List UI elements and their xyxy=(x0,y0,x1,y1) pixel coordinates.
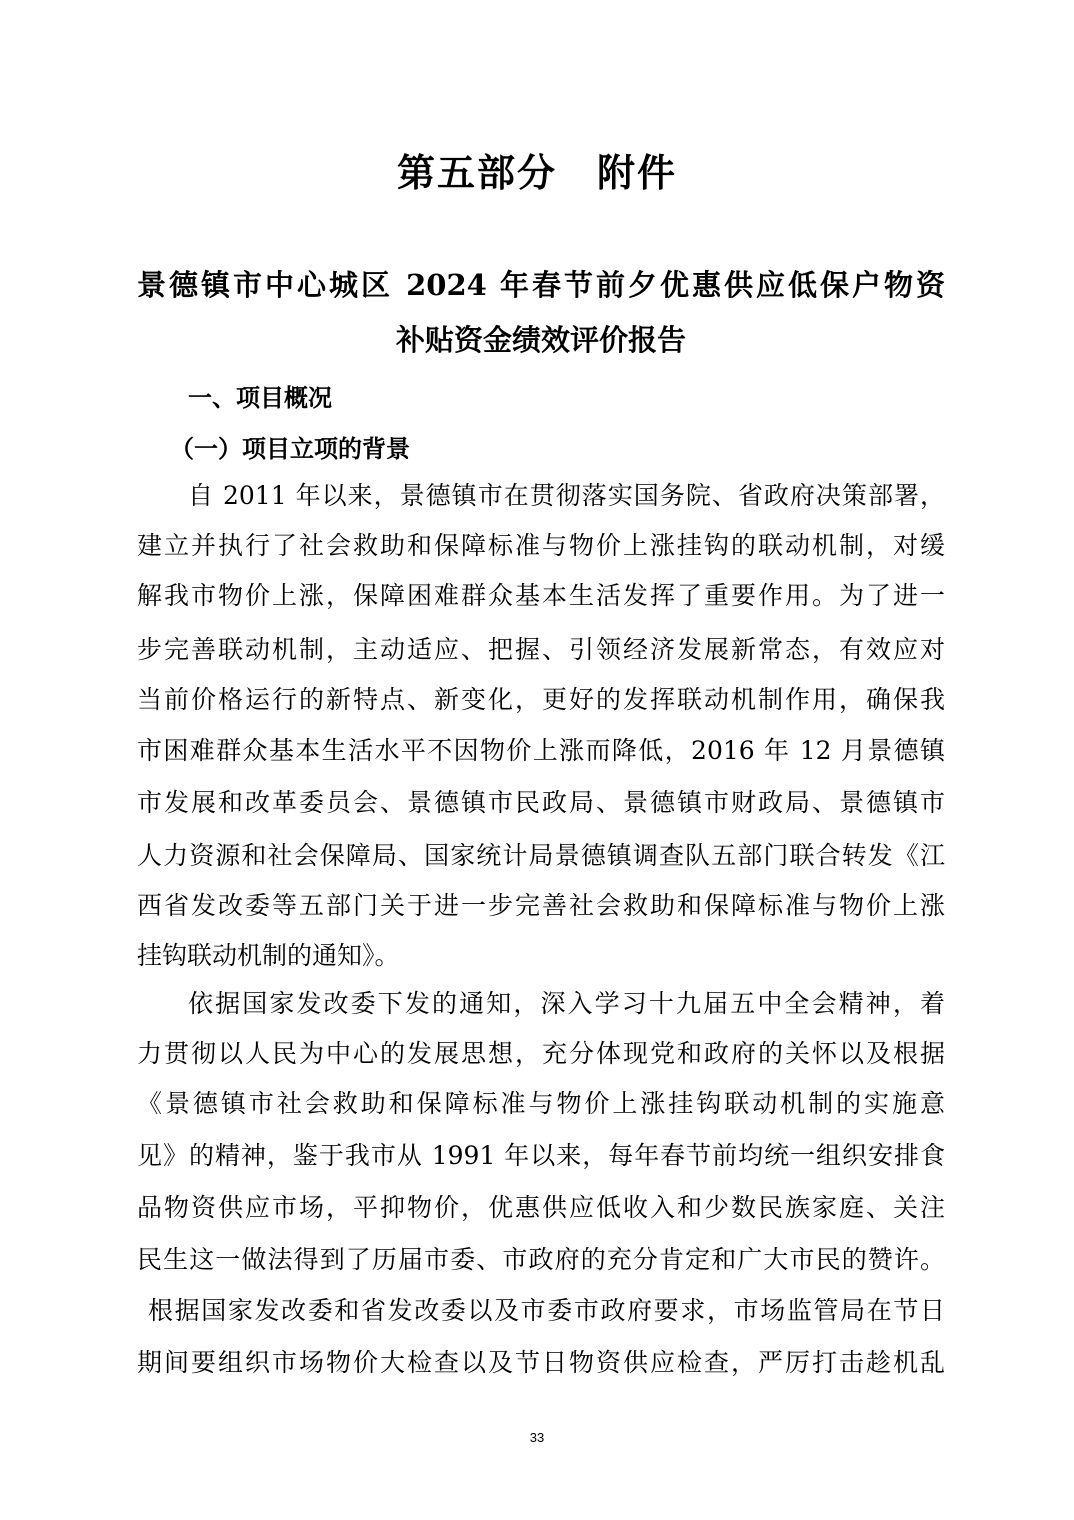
text-line: 市困难群众基本生活水平不因物价上涨而降低，2016 年 12 月景德镇 xyxy=(137,736,945,765)
text-line: 根据国家发改委和省发改委以及市委市政府要求，市场监管局在节日 xyxy=(148,1296,945,1325)
text-line: 依据国家发改委下发的通知，深入学习十九届五中全会精神，着 xyxy=(188,989,945,1018)
section-title: 第五部分 附件 xyxy=(396,150,677,195)
text-line: 期间要组织市场物价大检查以及节日物资供应检查，严厉打击趁机乱 xyxy=(137,1348,945,1377)
heading-project-overview: 一、项目概况 xyxy=(188,383,332,412)
text-line: 解我市物价上涨，保障困难群众基本生活发挥了重要作用。为了进一 xyxy=(137,581,945,610)
text-line: 力贯彻以人民为中心的发展思想，充分体现党和政府的关怀以及根据 xyxy=(137,1039,945,1068)
report-title-line-1: 景德镇市中心城区 2024 年春节前夕优惠供应低保户物资 xyxy=(137,268,945,302)
text-line: 建立并执行了社会救助和保障标准与物价上涨挂钩的联动机制，对缓 xyxy=(137,531,945,560)
report-title-line-2: 补贴资金绩效评价报告 xyxy=(395,323,686,357)
text-line: 步完善联动机制，主动适应、把握、引领经济发展新常态，有效应对 xyxy=(137,635,945,664)
text-line: 《景德镇市社会救助和保障标准与物价上涨挂钩联动机制的实施意 xyxy=(137,1089,945,1118)
text-line: 市发展和改革委员会、景德镇市民政局、景德镇市财政局、景德镇市 xyxy=(137,788,945,817)
text-line: 挂钩联动机制的通知》。 xyxy=(137,941,400,970)
heading-project-background: （一）项目立项的背景 xyxy=(170,434,410,463)
text-line: 当前价格运行的新特点、新变化，更好的发挥联动机制作用，确保我 xyxy=(137,685,945,714)
text-line: 西省发改委等五部门关于进一步完善社会救助和保障标准与物价上涨 xyxy=(137,891,945,920)
page-number: 33 xyxy=(529,1430,545,1445)
text-line: 自 2011 年以来，景德镇市在贯彻落实国务院、省政府决策部署， xyxy=(188,481,945,510)
text-line: 人力资源和社会保障局、国家统计局景德镇调查队五部门联合转发《江 xyxy=(137,841,945,870)
text-line: 见》的精神，鉴于我市从 1991 年以来，每年春节前均统一组织安排食 xyxy=(137,1141,945,1170)
text-line: 品物资供应市场，平抑物价，优惠供应低收入和少数民族家庭、关注 xyxy=(137,1193,945,1222)
text-line: 民生这一做法得到了历届市委、市政府的充分肯定和广大市民的赞许。 xyxy=(137,1245,945,1274)
